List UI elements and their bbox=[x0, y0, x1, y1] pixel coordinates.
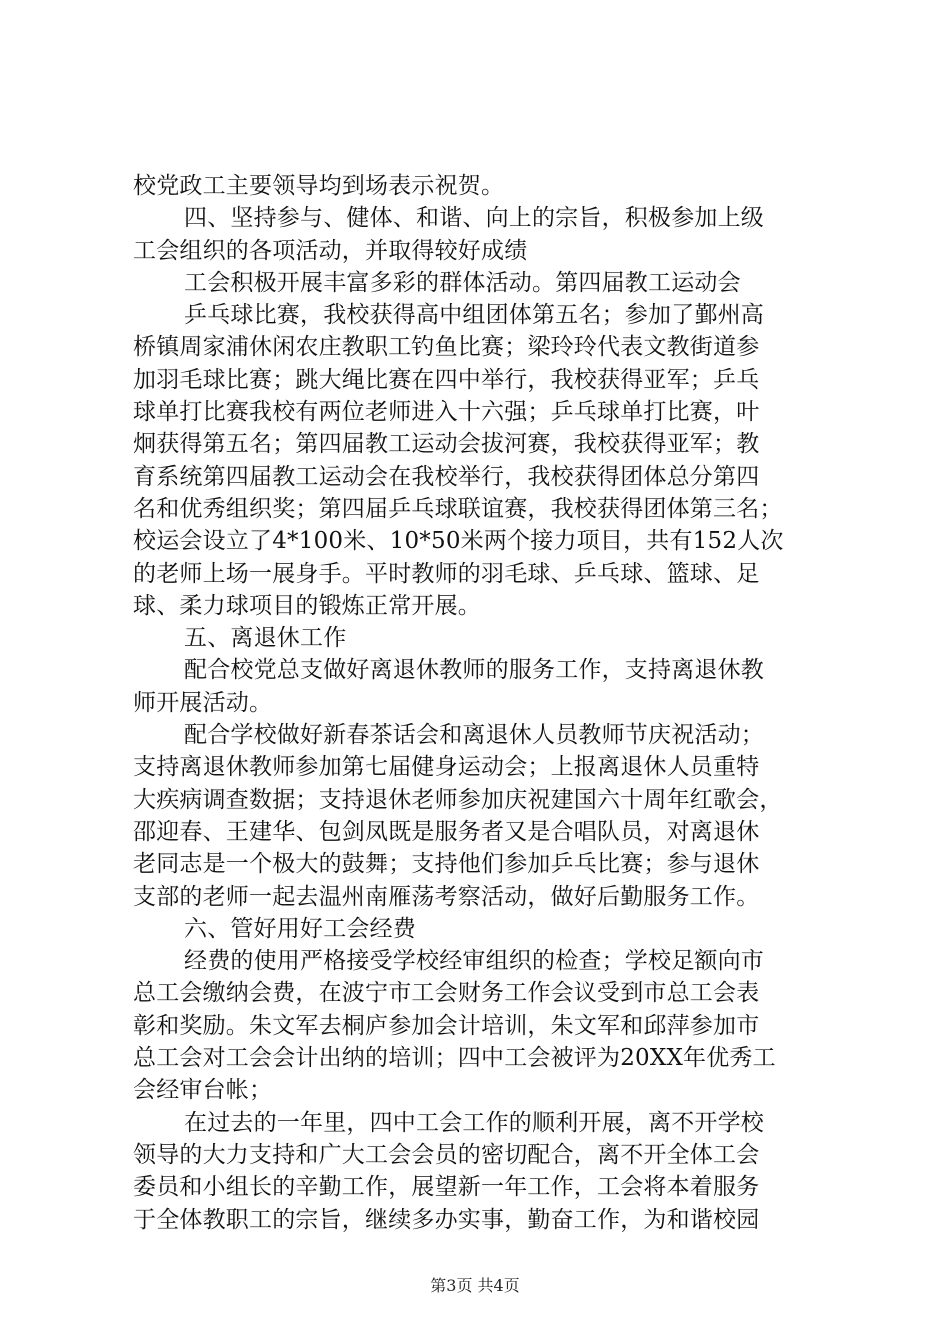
text-line: 校运会设立了4*100米、10*50米两个接力项目，共有152人次 bbox=[133, 528, 784, 555]
text-line: 桥镇周家浦休闲农庄教职工钓鱼比赛；梁玲玲代表文教街道参 bbox=[133, 334, 760, 361]
text-line: 球、柔力球项目的锻炼正常开展。 bbox=[133, 592, 481, 619]
text-line: 于全体教职工的宗旨，继续多办实事，勤奋工作，为和谐校园 bbox=[133, 1206, 760, 1233]
text-line: 校党政工主要领导均到场表示祝贺。 bbox=[133, 173, 505, 199]
text-line: 工会积极开展丰富多彩的群体活动。第四届教工运动会 bbox=[184, 269, 741, 296]
text-line: 在过去的一年里，四中工会工作的顺利开展，离不开学校 bbox=[184, 1109, 764, 1136]
text-line: 六、管好用好工会经费 bbox=[184, 915, 416, 942]
text-line: 总工会缴纳会费，在波宁市工会财务工作会议受到市总工会表 bbox=[133, 980, 760, 1007]
text-line: 加羽毛球比赛；跳大绳比赛在四中举行，我校获得亚军；乒乓 bbox=[133, 366, 760, 393]
text-line: 的老师上场一展身手。平时教师的羽毛球、乒乓球、篮球、足 bbox=[133, 560, 760, 587]
text-line: 名和优秀组织奖；第四届乒乓球联谊赛，我校获得团体第三名； bbox=[133, 495, 783, 522]
text-line: 支部的老师一起去温州南雁荡考察活动，做好后勤服务工作。 bbox=[133, 883, 760, 910]
text-line: 球单打比赛我校有两位老师进入十六强；乒乓球单打比赛，叶 bbox=[133, 399, 760, 426]
text-line: 工会组织的各项活动，并取得较好成绩 bbox=[133, 237, 528, 264]
text-line: 邵迎春、王建华、包剑凤既是服务者又是合唱队员，对离退休 bbox=[133, 818, 760, 845]
text-line: 四、坚持参与、健体、和谐、向上的宗旨，积极参加上级 bbox=[184, 205, 764, 232]
text-line: 配合学校做好新春茶话会和离退休人员教师节庆祝活动； bbox=[184, 722, 764, 749]
text-line: 总工会对工会会计出纳的培训；四中工会被评为20XX年优秀工 bbox=[133, 1045, 776, 1072]
text-line: 领导的大力支持和广大工会会员的密切配合，离不开全体工会 bbox=[133, 1141, 760, 1168]
page-footer: 第3页 共4页 bbox=[430, 1276, 520, 1295]
text-line: 乒乓球比赛，我校获得高中组团体第五名；参加了鄞州高 bbox=[184, 302, 764, 329]
text-line: 老同志是一个极大的鼓舞；支持他们参加乒乓比赛；参与退休 bbox=[133, 851, 760, 878]
document-body bbox=[133, 170, 833, 1236]
text-line: 彰和奖励。朱文军去桐庐参加会计培训，朱文军和邱萍参加市 bbox=[133, 1012, 760, 1039]
text-line: 支持离退休教师参加第七届健身运动会；上报离退休人员重特 bbox=[133, 754, 760, 781]
text-line: 配合校党总支做好离退休教师的服务工作，支持离退休教 bbox=[184, 657, 764, 684]
text-line: 委员和小组长的辛勤工作，展望新一年工作，工会将本着服务 bbox=[133, 1174, 760, 1201]
text-line: 经费的使用严格接受学校经审组织的检查；学校足额向市 bbox=[184, 948, 764, 975]
text-line: 大疾病调查数据；支持退休老师参加庆祝建国六十周年红歌会， bbox=[133, 786, 783, 813]
text-line: 炯获得第五名；第四届教工运动会拔河赛，我校获得亚军；教 bbox=[133, 431, 760, 458]
text-line: 育系统第四届教工运动会在我校举行，我校获得团体总分第四 bbox=[133, 463, 760, 490]
text-line: 五、离退休工作 bbox=[184, 625, 347, 652]
text-line: 师开展活动。 bbox=[133, 689, 273, 716]
text-line: 会经审台帐； bbox=[133, 1077, 273, 1104]
